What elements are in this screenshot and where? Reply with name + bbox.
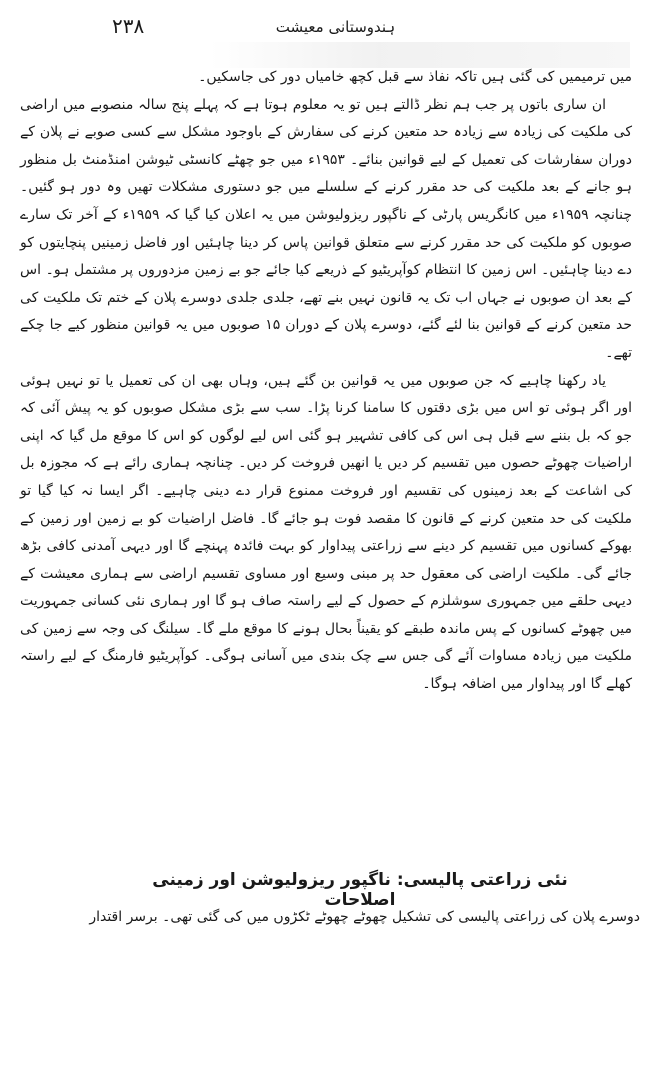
paragraph-3: یاد رکھنا چاہیے کہ جن صوبوں میں یہ قوانین بن گئے ہیں، وہاں بھی ان کی تعمیل یا تو نہیں ہوئی اور اگر ہوئی تو اس میں بڑی دقتوں کا سامنا کرنا پڑا۔ سب سے بڑی مشکل صوبوں کو یہ پیش آئی کہ جو کہ بل بننے سے قبل ہی اس کی کافی تشہیر ہو گئی اس لیے لوگوں کو اس کا موقع مل گیا کہ اپنی اراضیات چھوٹے حصوں میں تقسیم کر دیں یا انھیں فروخت کر دیں۔ چنانچہ ہماری رائے ہے کہ مجوزہ بل کی اشاعت کے بعد زمینوں کی تقسیم اور فروخت ممنوع قرار دے دینی چاہیے۔ اگر ایسا نہ کیا گیا تو ملکیت کی حد متعین کرنے کے قانون کا مقصد فوت ہو جائے گا۔ فاضل اراضیات کو بے زمین اور زمین کے بھوکے کسانوں میں تقسیم کر دینے سے زراعتی پیداوار کو بہت فائدہ پہنچے گا اور دیہی آمدنی کافی بڑھ جائے گی۔ ملکیت اراضی کی معقول حد پر مبنی وسیع اور مساوی تقسیم اراضی سے ہماری معیشت کے دیہی حلقے میں جمہوری سوشلزم کے حصول کے لیے راستہ صاف ہو گا اور ہماری نئی کسانی جمہوریت میں چھوٹے کسانوں کے پس ماندہ طبقے کو یقیناً بحال ہونے کا موقع ملے گا۔ سیلنگ کی وجہ سے زمین کی ملکیت میں زیادہ مساوات آئے گی جس سے چک بندی میں آسانی ہوگی۔ کوآپریٹیو فارمنگ کے لیے راستہ کھلے گا اور پیداوار میں اضافہ ہوگا۔	[20, 372, 632, 693]
running-head: ہندوستانی معیشت	[275, 18, 396, 36]
paragraph-2: ان ساری باتوں پر جب ہم نظر ڈالتے ہیں تو یہ معلوم ہوتا ہے کہ پہلے پنج سالہ منصوبے میں اراضی کی ملکیت کی زیادہ سے زیادہ حد متعین کرنے کی سفارش کے باوجود مشکل سے کسی صوبے نے پلان کے دوران سفارشات کی تعمیل کے لیے قوانین بنائے۔ ۱۹۵۳ء میں جو چھٹے کانسٹی ٹیوشن امنڈمنٹ بل منظور ہو جانے کے بعد ملکیت کی حد مقرر کرنے کے سلسلے میں جو دستوری مشکلات تھیں وہ دور ہو گئیں۔ چنانچہ ۱۹۵۹ء میں کانگریس پارٹی کے ناگپور ریزولیوشن میں یہ اعلان کیا گیا کہ ۱۹۵۹ء کے آخر تک سارے صوبوں کو ملکیت کی حد مقرر کرنے سے متعلق قوانین پاس کر دینا چاہئیں اور فاضل زمینیں پنچایتوں کو دے دینا چاہئیں۔ اس زمین کا انتظام کوآپریٹیو کے ذریعے کیا جائے جو بے زمین مزدوروں پر مشتمل ہو۔ اس کے بعد ان صوبوں نے جہاں اب تک یہ قانون نہیں بنے تھے، جلدی جلدی دوسرے پلان کے ختم تک ملکیت کی حد متعین کرنے کے قوانین بنا لئے گئے، دوسرے پلان کے دوران ۱۵ صوبوں میں یہ قوانین منظور کیے جا چکے تھے۔	[20, 96, 633, 361]
section-heading: نئی زراعتی پالیسی: ناگپور ریزولیوشن اور زمینی اصلاحات	[152, 870, 568, 910]
page-number: ۲۳۸	[112, 14, 145, 38]
closing-line: دوسرے پلان کی زراعتی پالیسی کی تشکیل چھوٹے چھوٹے ٹکڑوں میں کی گئی تھی۔ برسر اقتدار	[89, 909, 640, 925]
paragraph-1: میں ترمیمیں کی گئی ہیں تاکہ نفاذ سے قبل کچھ خامیاں دور کی جاسکیں۔	[198, 69, 632, 85]
body-text	[20, 64, 632, 699]
